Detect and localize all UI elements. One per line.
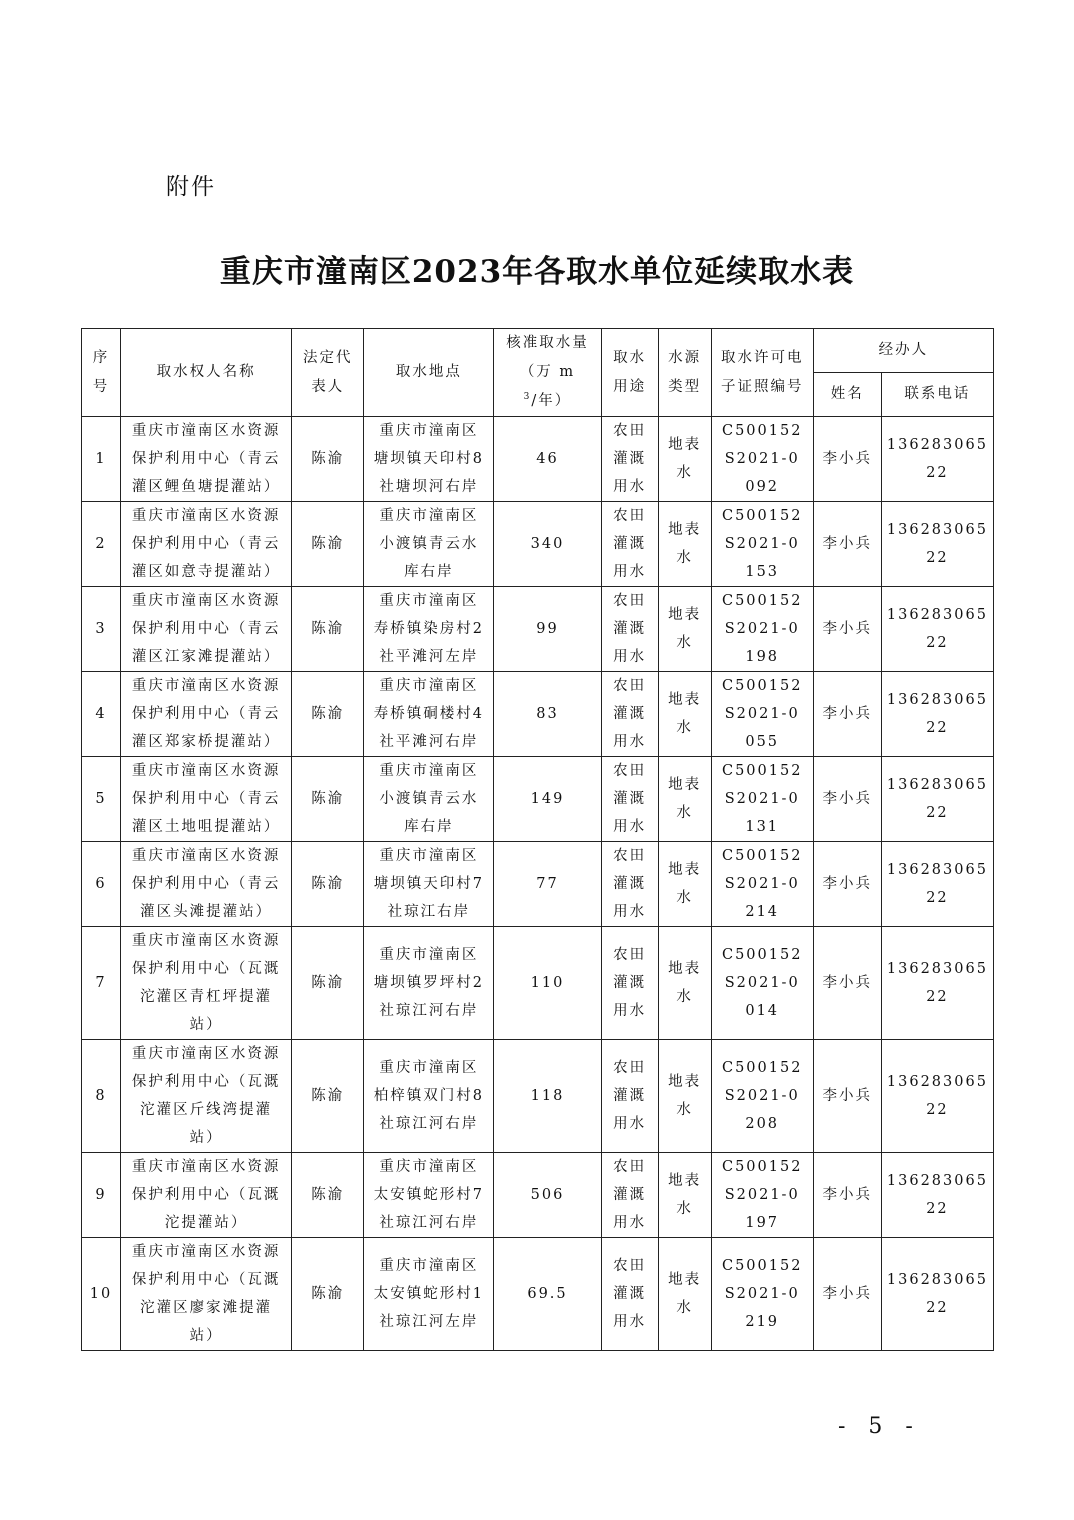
cell-name: 重庆市潼南区水资源保护利用中心（青云灌区头滩提灌站） [121, 842, 292, 927]
cell-location: 重庆市潼南区太安镇蛇形村1社琼江河左岸 [364, 1238, 494, 1351]
attachment-label: 附件 [166, 174, 216, 200]
cell-source: 地表水 [658, 1238, 711, 1351]
cell-use: 农田灌溉用水 [601, 417, 658, 502]
cell-legal-rep: 陈渝 [292, 417, 364, 502]
cell-source: 地表水 [658, 587, 711, 672]
cell-quantity: 46 [494, 417, 601, 502]
cell-license: C500152S2021-0219 [711, 1238, 813, 1351]
cell-legal-rep: 陈渝 [292, 502, 364, 587]
cell-seq: 3 [82, 587, 121, 672]
cell-use: 农田灌溉用水 [601, 842, 658, 927]
cell-location: 重庆市潼南区塘坝镇罗坪村2社琼江河右岸 [364, 927, 494, 1040]
cell-license: C500152S2021-0014 [711, 927, 813, 1040]
cell-legal-rep: 陈渝 [292, 1238, 364, 1351]
cell-seq: 1 [82, 417, 121, 502]
cell-legal-rep: 陈渝 [292, 1040, 364, 1153]
cell-license: C500152S2021-0131 [711, 757, 813, 842]
cell-license: C500152S2021-0055 [711, 672, 813, 757]
cell-name: 重庆市潼南区水资源保护利用中心（瓦溉沱灌区斤线湾提灌站） [121, 1040, 292, 1153]
cell-location: 重庆市潼南区寿桥镇硐楼村4社平滩河右岸 [364, 672, 494, 757]
cell-quantity: 77 [494, 842, 601, 927]
cell-quantity: 110 [494, 927, 601, 1040]
header-handler-name: 姓名 [813, 373, 881, 417]
cell-quantity: 340 [494, 502, 601, 587]
table-row [82, 502, 994, 587]
cell-phone: 13628306522 [881, 502, 993, 587]
cell-use: 农田灌溉用水 [601, 502, 658, 587]
cell-legal-rep: 陈渝 [292, 672, 364, 757]
cell-legal-rep: 陈渝 [292, 587, 364, 672]
header-handler: 经办人 [813, 329, 993, 373]
cell-handler-name: 李小兵 [813, 417, 881, 502]
cell-seq: 10 [82, 1238, 121, 1351]
cell-use: 农田灌溉用水 [601, 757, 658, 842]
cell-source: 地表水 [658, 1153, 711, 1238]
header-handler-phone: 联系电话 [881, 373, 993, 417]
cell-seq: 2 [82, 502, 121, 587]
table-row [82, 587, 994, 672]
cell-legal-rep: 陈渝 [292, 757, 364, 842]
cell-seq: 4 [82, 672, 121, 757]
cell-quantity: 118 [494, 1040, 601, 1153]
cell-phone: 13628306522 [881, 1153, 993, 1238]
cell-source: 地表水 [658, 842, 711, 927]
cell-name: 重庆市潼南区水资源保护利用中心（瓦溉沱灌区廖家滩提灌站） [121, 1238, 292, 1351]
cell-quantity: 69.5 [494, 1238, 601, 1351]
cell-quantity: 99 [494, 587, 601, 672]
page-title: 重庆市潼南区2023年各取水单位延续取水表 [219, 254, 855, 290]
table-body [82, 417, 994, 1351]
cell-phone: 13628306522 [881, 1040, 993, 1153]
cell-quantity: 149 [494, 757, 601, 842]
cell-location: 重庆市潼南区柏梓镇双门村8社琼江河右岸 [364, 1040, 494, 1153]
cell-handler-name: 李小兵 [813, 927, 881, 1040]
cell-seq: 5 [82, 757, 121, 842]
header-name: 取水权人名称 [121, 329, 292, 417]
table-row [82, 842, 994, 927]
header-source: 水源 类型 [658, 329, 711, 417]
cell-license: C500152S2021-0198 [711, 587, 813, 672]
cell-phone: 13628306522 [881, 587, 993, 672]
cell-name: 重庆市潼南区水资源保护利用中心（青云灌区鲤鱼塘提灌站） [121, 417, 292, 502]
cell-seq: 6 [82, 842, 121, 927]
cell-license: C500152S2021-0214 [711, 842, 813, 927]
cell-use: 农田灌溉用水 [601, 1153, 658, 1238]
cell-source: 地表水 [658, 1040, 711, 1153]
cell-handler-name: 李小兵 [813, 1238, 881, 1351]
cell-license: C500152S2021-0153 [711, 502, 813, 587]
cell-license: C500152S2021-0197 [711, 1153, 813, 1238]
header-legal-rep: 法定代 表人 [292, 329, 364, 417]
cell-handler-name: 李小兵 [813, 502, 881, 587]
cell-phone: 13628306522 [881, 672, 993, 757]
cell-legal-rep: 陈渝 [292, 1153, 364, 1238]
cell-location: 重庆市潼南区小渡镇青云水库右岸 [364, 757, 494, 842]
water-withdrawal-table [81, 328, 994, 1351]
cell-quantity: 506 [494, 1153, 601, 1238]
cell-use: 农田灌溉用水 [601, 672, 658, 757]
cell-name: 重庆市潼南区水资源保护利用中心（青云灌区郑家桥提灌站） [121, 672, 292, 757]
cell-legal-rep: 陈渝 [292, 842, 364, 927]
cell-location: 重庆市潼南区太安镇蛇形村7社琼江河右岸 [364, 1153, 494, 1238]
cell-seq: 9 [82, 1153, 121, 1238]
cell-legal-rep: 陈渝 [292, 927, 364, 1040]
cell-source: 地表水 [658, 757, 711, 842]
cell-source: 地表水 [658, 927, 711, 1040]
cell-location: 重庆市潼南区塘坝镇天印村7社琼江右岸 [364, 842, 494, 927]
table-row [82, 1153, 994, 1238]
table-row [82, 672, 994, 757]
cell-handler-name: 李小兵 [813, 672, 881, 757]
header-quantity: 核准取水量 （万 $m^3/$年） [494, 329, 601, 417]
table-row [82, 417, 994, 502]
cell-handler-name: 李小兵 [813, 757, 881, 842]
cell-source: 地表水 [658, 417, 711, 502]
cell-license: C500152S2021-0208 [711, 1040, 813, 1153]
table-row [82, 1238, 994, 1351]
cell-handler-name: 李小兵 [813, 1153, 881, 1238]
cell-license: C500152S2021-0092 [711, 417, 813, 502]
cell-seq: 7 [82, 927, 121, 1040]
table-header [82, 329, 994, 417]
cell-use: 农田灌溉用水 [601, 1238, 658, 1351]
header-use: 取水 用途 [601, 329, 658, 417]
cell-phone: 13628306522 [881, 417, 993, 502]
cell-name: 重庆市潼南区水资源保护利用中心（青云灌区如意寺提灌站） [121, 502, 292, 587]
cell-seq: 8 [82, 1040, 121, 1153]
cell-use: 农田灌溉用水 [601, 927, 658, 1040]
cell-source: 地表水 [658, 502, 711, 587]
header-license: 取水许可电 子证照编号 [711, 329, 813, 417]
cell-location: 重庆市潼南区寿桥镇染房村2社平滩河左岸 [364, 587, 494, 672]
cell-location: 重庆市潼南区小渡镇青云水库右岸 [364, 502, 494, 587]
page-number: - 5 - [838, 1414, 921, 1439]
cell-source: 地表水 [658, 672, 711, 757]
table-row [82, 757, 994, 842]
cell-handler-name: 李小兵 [813, 587, 881, 672]
cell-phone: 13628306522 [881, 757, 993, 842]
cell-handler-name: 李小兵 [813, 842, 881, 927]
cell-name: 重庆市潼南区水资源保护利用中心（青云灌区江家滩提灌站） [121, 587, 292, 672]
cell-quantity: 83 [494, 672, 601, 757]
cell-phone: 13628306522 [881, 927, 993, 1040]
table-row [82, 1040, 994, 1153]
cell-location: 重庆市潼南区塘坝镇天印村8社塘坝河右岸 [364, 417, 494, 502]
cell-name: 重庆市潼南区水资源保护利用中心（青云灌区土地咀提灌站） [121, 757, 292, 842]
cell-phone: 13628306522 [881, 842, 993, 927]
cell-name: 重庆市潼南区水资源保护利用中心（瓦溉沱灌区青杠坪提灌站） [121, 927, 292, 1040]
cell-use: 农田灌溉用水 [601, 1040, 658, 1153]
cell-phone: 13628306522 [881, 1238, 993, 1351]
header-location: 取水地点 [364, 329, 494, 417]
cell-use: 农田灌溉用水 [601, 587, 658, 672]
header-seq: 序 号 [82, 329, 121, 417]
table-row [82, 927, 994, 1040]
cell-name: 重庆市潼南区水资源保护利用中心（瓦溉沱提灌站） [121, 1153, 292, 1238]
cell-handler-name: 李小兵 [813, 1040, 881, 1153]
